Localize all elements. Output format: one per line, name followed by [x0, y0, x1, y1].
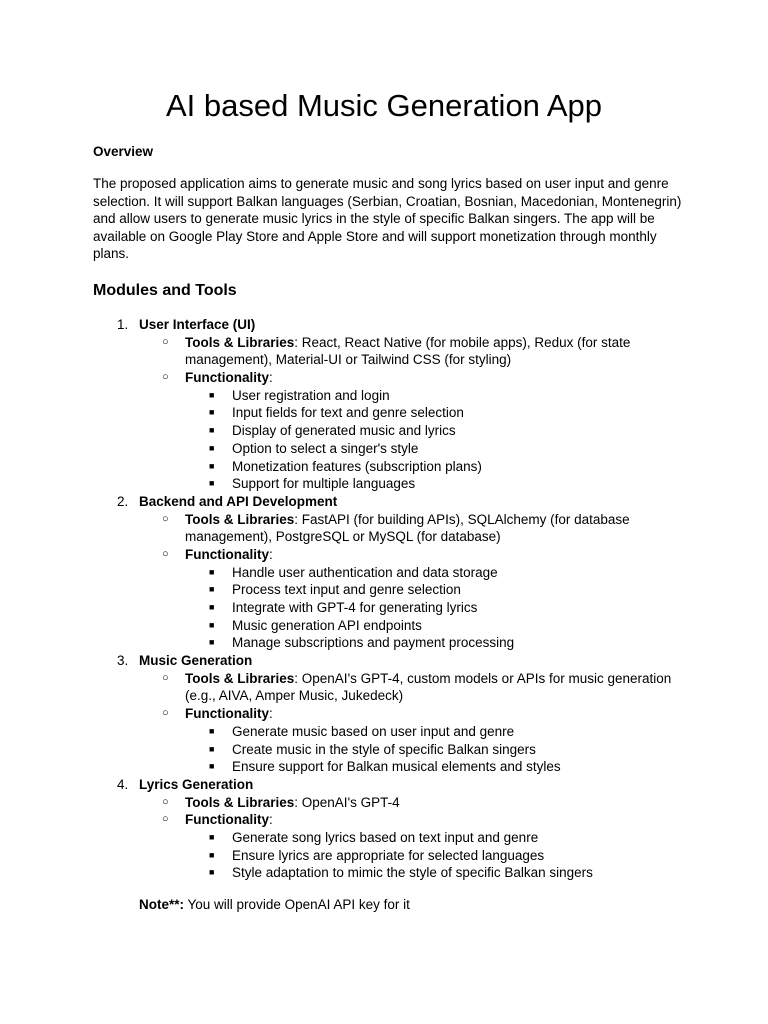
list-item-text: Input fields for text and genre selection	[232, 405, 464, 421]
module-item	[0, 493, 768, 511]
square-bullet-icon: ■	[209, 442, 215, 453]
functionality-suffix: :	[269, 812, 273, 828]
list-item-text: Option to select a singer's style	[232, 440, 419, 456]
overview-heading: Overview	[93, 144, 154, 159]
list-item	[0, 404, 768, 422]
module-item	[0, 652, 768, 670]
square-bullet-icon: ■	[209, 584, 215, 595]
list-item-text: Handle user authentication and data storage	[232, 564, 498, 580]
circle-bullet-icon: ○	[162, 512, 169, 525]
module-number: 3.	[117, 653, 129, 669]
list-item	[0, 475, 768, 493]
module-number: 4.	[117, 776, 129, 792]
list-item	[0, 617, 768, 635]
module-functionality	[0, 546, 768, 564]
module-item	[0, 316, 768, 334]
module-tools	[0, 511, 768, 546]
square-bullet-icon: ■	[209, 478, 215, 489]
square-bullet-icon: ■	[209, 389, 215, 400]
square-bullet-icon: ■	[209, 761, 215, 772]
functionality-label: Functionality	[185, 370, 269, 386]
square-bullet-icon: ■	[209, 602, 215, 613]
list-item	[0, 387, 768, 405]
note-label: Note**:	[139, 897, 185, 912]
square-bullet-icon: ■	[209, 425, 215, 436]
list-item-text: Support for multiple languages	[232, 476, 416, 492]
square-bullet-icon: ■	[209, 849, 215, 860]
list-item-text: Generate music based on user input and genre	[232, 723, 515, 739]
tools-text: : OpenAI's GPT-4	[294, 794, 400, 810]
modules-list	[0, 316, 768, 882]
functionality-line	[185, 546, 675, 564]
functionality-suffix: :	[269, 546, 273, 562]
list-item	[0, 758, 768, 776]
list-item-text: Create music in the style of specific Balkan singers	[232, 741, 536, 757]
tools-line	[185, 511, 675, 546]
circle-bullet-icon: ○	[162, 707, 169, 720]
functionality-line	[185, 705, 675, 723]
circle-bullet-icon: ○	[162, 795, 169, 808]
circle-bullet-icon: ○	[162, 547, 169, 560]
square-bullet-icon: ■	[209, 407, 215, 418]
functionality-suffix: :	[269, 370, 273, 386]
square-bullet-icon: ■	[209, 743, 215, 754]
list-item	[0, 847, 768, 865]
module-number: 2.	[117, 493, 129, 509]
functionality-line	[185, 811, 675, 829]
module-name: Lyrics Generation	[139, 776, 254, 792]
square-bullet-icon: ■	[209, 619, 215, 630]
module-functionality	[0, 705, 768, 723]
list-item-text: Manage subscriptions and payment processing	[232, 635, 515, 651]
functionality-label: Functionality	[185, 812, 269, 828]
overview-paragraph: The proposed application aims to generate music and song lyrics based on user input and genre selection. It will support Balkan languages (Serbian, Croatian, Bosnian, Macedonian, Montenegrin) and allow users to generate music lyrics in the style of specific Balkan singers. The app will be available on Google Play Store and Apple Store and will support monetization through monthly plans.	[93, 176, 682, 262]
functionality-label: Functionality	[185, 546, 269, 562]
tools-line	[185, 794, 675, 812]
square-bullet-icon: ■	[209, 637, 215, 648]
module-tools	[0, 794, 768, 812]
tools-label: Tools & Libraries	[185, 794, 295, 810]
tools-text: : FastAPI (for building APIs), SQLAlchemy (for database management), PostgreSQL or MySQL (for database)	[185, 511, 630, 545]
list-item-text: Process text input and genre selection	[232, 582, 461, 598]
list-item-text: Music generation API endpoints	[232, 617, 422, 633]
circle-bullet-icon: ○	[162, 671, 169, 684]
square-bullet-icon: ■	[209, 867, 215, 878]
functionality-label: Functionality	[185, 706, 269, 722]
list-item	[0, 564, 768, 582]
list-item	[0, 634, 768, 652]
tools-text: : React, React Native (for mobile apps), Redux (for state management), Material-UI or Tailwind CSS (for styling)	[185, 334, 631, 368]
square-bullet-icon: ■	[209, 460, 215, 471]
square-bullet-icon: ■	[209, 566, 215, 577]
list-item-text: Integrate with GPT-4 for generating lyrics	[232, 600, 478, 616]
list-item	[0, 829, 768, 847]
circle-bullet-icon: ○	[162, 813, 169, 826]
functionality-line	[185, 369, 675, 387]
note-text: You will provide OpenAI API key for it	[184, 897, 410, 912]
tools-label: Tools & Libraries	[185, 334, 295, 350]
list-item-text: Monetization features (subscription plans)	[232, 458, 482, 474]
list-item-text: User registration and login	[232, 387, 390, 403]
list-item-text: Ensure support for Balkan musical elements and styles	[232, 759, 561, 775]
tools-label: Tools & Libraries	[185, 511, 295, 527]
module-tools	[0, 670, 768, 705]
module-item	[0, 776, 768, 794]
module-number: 1.	[117, 317, 129, 332]
list-item	[0, 723, 768, 741]
circle-bullet-icon: ○	[162, 371, 169, 384]
module-name: Backend and API Development	[139, 493, 338, 509]
list-item	[0, 440, 768, 458]
list-item-text: Ensure lyrics are appropriate for selected languages	[232, 847, 545, 863]
tools-line	[185, 670, 675, 705]
list-item	[0, 422, 768, 440]
modules-heading: Modules and Tools	[93, 282, 237, 299]
note	[139, 896, 410, 913]
functionality-suffix: :	[269, 706, 273, 722]
module-functionality	[0, 369, 768, 387]
square-bullet-icon: ■	[209, 725, 215, 736]
list-item-text: Display of generated music and lyrics	[232, 423, 456, 439]
list-item-text: Style adaptation to mimic the style of specific Balkan singers	[232, 865, 593, 881]
document-title: AI based Music Generation App	[166, 88, 602, 123]
list-item	[0, 741, 768, 759]
list-item-text: Generate song lyrics based on text input and genre	[232, 829, 539, 845]
module-functionality	[0, 811, 768, 829]
module-tools	[0, 334, 768, 369]
list-item	[0, 864, 768, 882]
tools-label: Tools & Libraries	[185, 670, 295, 686]
module-name: User Interface (UI)	[139, 317, 256, 332]
square-bullet-icon: ■	[209, 831, 215, 842]
tools-line	[185, 334, 675, 369]
module-name: Music Generation	[139, 653, 253, 669]
tools-text: : OpenAI's GPT-4, custom models or APIs for music generation (e.g., AIVA, Amper Music, Jukedeck)	[185, 670, 672, 704]
list-item	[0, 458, 768, 476]
list-item	[0, 599, 768, 617]
circle-bullet-icon: ○	[162, 335, 169, 348]
list-item	[0, 581, 768, 599]
